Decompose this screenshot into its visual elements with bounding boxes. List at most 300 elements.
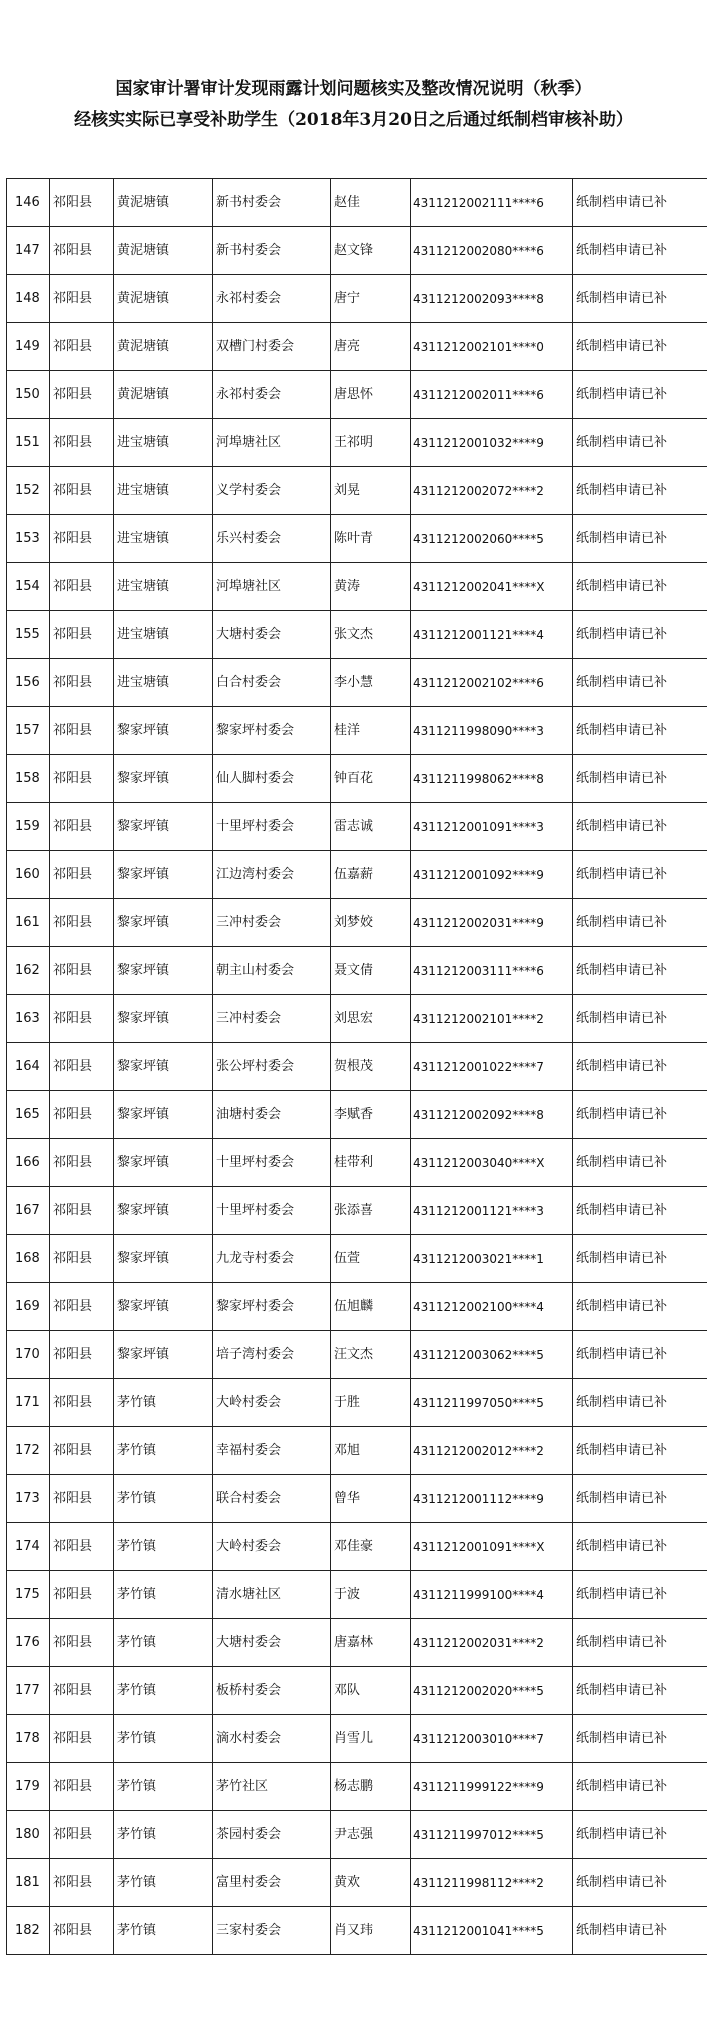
- cell-id-number: 4311212003111****6: [411, 947, 573, 995]
- cell-index: 148: [7, 275, 50, 323]
- cell-village: 张公坪村委会: [213, 1043, 331, 1091]
- cell-village: 黎家坪村委会: [213, 707, 331, 755]
- cell-index: 156: [7, 659, 50, 707]
- cell-village: 义学村委会: [213, 467, 331, 515]
- cell-index: 172: [7, 1427, 50, 1475]
- cell-county: 祁阳县: [50, 323, 114, 371]
- cell-student-name: 赵佳: [331, 179, 411, 227]
- cell-village: 黎家坪村委会: [213, 1283, 331, 1331]
- cell-town: 茅竹镇: [114, 1379, 213, 1427]
- cell-id-number: 4311212003062****5: [411, 1331, 573, 1379]
- cell-village: 大岭村委会: [213, 1379, 331, 1427]
- cell-index: 170: [7, 1331, 50, 1379]
- cell-village: 十里坪村委会: [213, 1139, 331, 1187]
- cell-student-name: 唐思怀: [331, 371, 411, 419]
- cell-county: 祁阳县: [50, 1619, 114, 1667]
- cell-id-number: 4311212001091****X: [411, 1523, 573, 1571]
- cell-town: 黎家坪镇: [114, 707, 213, 755]
- table-row: [7, 803, 707, 851]
- cell-town: 进宝塘镇: [114, 563, 213, 611]
- cell-index: 150: [7, 371, 50, 419]
- cell-status: 纸制档申请已补: [573, 1139, 707, 1187]
- cell-student-name: 王祁明: [331, 419, 411, 467]
- cell-county: 祁阳县: [50, 1091, 114, 1139]
- cell-status: 纸制档申请已补: [573, 1091, 707, 1139]
- table-row: [7, 227, 707, 275]
- document-title: [0, 74, 707, 136]
- cell-town: 茅竹镇: [114, 1859, 213, 1907]
- table-row: [7, 1139, 707, 1187]
- cell-index: 167: [7, 1187, 50, 1235]
- cell-village: 大塘村委会: [213, 1619, 331, 1667]
- cell-town: 黎家坪镇: [114, 803, 213, 851]
- cell-id-number: 4311212002041****X: [411, 563, 573, 611]
- cell-village: 仙人脚村委会: [213, 755, 331, 803]
- cell-student-name: 肖又玮: [331, 1907, 411, 1955]
- cell-id-number: 4311212002101****0: [411, 323, 573, 371]
- cell-village: 朝主山村委会: [213, 947, 331, 995]
- cell-status: 纸制档申请已补: [573, 1379, 707, 1427]
- cell-town: 黎家坪镇: [114, 1235, 213, 1283]
- cell-status: 纸制档申请已补: [573, 467, 707, 515]
- cell-id-number: 4311212001112****9: [411, 1475, 573, 1523]
- cell-town: 黎家坪镇: [114, 995, 213, 1043]
- cell-index: 171: [7, 1379, 50, 1427]
- cell-id-number: 4311212002080****6: [411, 227, 573, 275]
- cell-status: 纸制档申请已补: [573, 659, 707, 707]
- cell-status: 纸制档申请已补: [573, 1475, 707, 1523]
- cell-index: 174: [7, 1523, 50, 1571]
- cell-town: 黎家坪镇: [114, 755, 213, 803]
- table-row: [7, 1379, 707, 1427]
- cell-town: 进宝塘镇: [114, 467, 213, 515]
- cell-status: 纸制档申请已补: [573, 1763, 707, 1811]
- cell-student-name: 汪文杰: [331, 1331, 411, 1379]
- cell-status: 纸制档申请已补: [573, 1571, 707, 1619]
- cell-student-name: 刘晃: [331, 467, 411, 515]
- cell-county: 祁阳县: [50, 1667, 114, 1715]
- cell-student-name: 陈叶青: [331, 515, 411, 563]
- cell-status: 纸制档申请已补: [573, 275, 707, 323]
- cell-status: 纸制档申请已补: [573, 515, 707, 563]
- cell-status: 纸制档申请已补: [573, 851, 707, 899]
- cell-village: 新书村委会: [213, 179, 331, 227]
- cell-student-name: 刘思宏: [331, 995, 411, 1043]
- cell-status: 纸制档申请已补: [573, 227, 707, 275]
- cell-county: 祁阳县: [50, 1811, 114, 1859]
- cell-id-number: 4311211997050****5: [411, 1379, 573, 1427]
- cell-county: 祁阳县: [50, 1331, 114, 1379]
- cell-town: 茅竹镇: [114, 1523, 213, 1571]
- cell-student-name: 贺根茂: [331, 1043, 411, 1091]
- cell-village: 江边湾村委会: [213, 851, 331, 899]
- cell-id-number: 4311212002101****2: [411, 995, 573, 1043]
- cell-id-number: 4311211998112****2: [411, 1859, 573, 1907]
- cell-index: 153: [7, 515, 50, 563]
- table-row: [7, 755, 707, 803]
- cell-student-name: 伍萱: [331, 1235, 411, 1283]
- cell-county: 祁阳县: [50, 755, 114, 803]
- cell-id-number: 4311212001032****9: [411, 419, 573, 467]
- cell-village: 三冲村委会: [213, 899, 331, 947]
- cell-id-number: 4311212002102****6: [411, 659, 573, 707]
- cell-county: 祁阳县: [50, 275, 114, 323]
- cell-student-name: 钟百花: [331, 755, 411, 803]
- cell-id-number: 4311212001092****9: [411, 851, 573, 899]
- cell-town: 黎家坪镇: [114, 1043, 213, 1091]
- cell-student-name: 桂洋: [331, 707, 411, 755]
- cell-town: 进宝塘镇: [114, 419, 213, 467]
- cell-student-name: 赵文锋: [331, 227, 411, 275]
- cell-village: 双槽门村委会: [213, 323, 331, 371]
- cell-village: 白合村委会: [213, 659, 331, 707]
- table-row: [7, 1331, 707, 1379]
- table-row: [7, 1523, 707, 1571]
- cell-index: 179: [7, 1763, 50, 1811]
- cell-status: 纸制档申请已补: [573, 1331, 707, 1379]
- cell-id-number: 4311212001041****5: [411, 1907, 573, 1955]
- cell-town: 茅竹镇: [114, 1475, 213, 1523]
- cell-status: 纸制档申请已补: [573, 755, 707, 803]
- cell-village: 永祁村委会: [213, 371, 331, 419]
- cell-id-number: 4311212001022****7: [411, 1043, 573, 1091]
- cell-id-number: 4311212002111****6: [411, 179, 573, 227]
- cell-village: 培子湾村委会: [213, 1331, 331, 1379]
- cell-town: 茅竹镇: [114, 1907, 213, 1955]
- cell-id-number: 4311212002011****6: [411, 371, 573, 419]
- cell-town: 茅竹镇: [114, 1763, 213, 1811]
- table-row: [7, 947, 707, 995]
- cell-village: 新书村委会: [213, 227, 331, 275]
- cell-id-number: 4311212002031****9: [411, 899, 573, 947]
- cell-id-number: 4311211998062****8: [411, 755, 573, 803]
- cell-student-name: 伍旭麟: [331, 1283, 411, 1331]
- cell-status: 纸制档申请已补: [573, 803, 707, 851]
- cell-status: 纸制档申请已补: [573, 1859, 707, 1907]
- cell-county: 祁阳县: [50, 1907, 114, 1955]
- cell-town: 黄泥塘镇: [114, 323, 213, 371]
- table-row: [7, 323, 707, 371]
- cell-student-name: 桂带利: [331, 1139, 411, 1187]
- cell-student-name: 张文杰: [331, 611, 411, 659]
- cell-village: 河埠塘社区: [213, 419, 331, 467]
- cell-status: 纸制档申请已补: [573, 179, 707, 227]
- cell-id-number: 4311212003040****X: [411, 1139, 573, 1187]
- cell-village: 大塘村委会: [213, 611, 331, 659]
- cell-county: 祁阳县: [50, 1859, 114, 1907]
- cell-student-name: 黄欢: [331, 1859, 411, 1907]
- cell-index: 159: [7, 803, 50, 851]
- cell-village: 乐兴村委会: [213, 515, 331, 563]
- table-row: [7, 707, 707, 755]
- cell-status: 纸制档申请已补: [573, 899, 707, 947]
- cell-town: 进宝塘镇: [114, 659, 213, 707]
- table-row: [7, 1427, 707, 1475]
- table-row: [7, 1043, 707, 1091]
- cell-index: 160: [7, 851, 50, 899]
- cell-status: 纸制档申请已补: [573, 1283, 707, 1331]
- cell-village: 富里村委会: [213, 1859, 331, 1907]
- cell-id-number: 4311212001121****3: [411, 1187, 573, 1235]
- cell-county: 祁阳县: [50, 1571, 114, 1619]
- cell-student-name: 邓佳豪: [331, 1523, 411, 1571]
- cell-village: 十里坪村委会: [213, 803, 331, 851]
- cell-village: 三冲村委会: [213, 995, 331, 1043]
- cell-county: 祁阳县: [50, 1475, 114, 1523]
- cell-county: 祁阳县: [50, 1427, 114, 1475]
- cell-student-name: 尹志强: [331, 1811, 411, 1859]
- cell-town: 进宝塘镇: [114, 515, 213, 563]
- cell-student-name: 曾华: [331, 1475, 411, 1523]
- cell-index: 176: [7, 1619, 50, 1667]
- cell-county: 祁阳县: [50, 1187, 114, 1235]
- cell-village: 茶园村委会: [213, 1811, 331, 1859]
- cell-index: 146: [7, 179, 50, 227]
- table-row: [7, 419, 707, 467]
- cell-student-name: 雷志诚: [331, 803, 411, 851]
- cell-town: 茅竹镇: [114, 1571, 213, 1619]
- cell-village: 三家村委会: [213, 1907, 331, 1955]
- cell-index: 166: [7, 1139, 50, 1187]
- cell-town: 黎家坪镇: [114, 1331, 213, 1379]
- cell-village: 九龙寺村委会: [213, 1235, 331, 1283]
- cell-status: 纸制档申请已补: [573, 323, 707, 371]
- cell-county: 祁阳县: [50, 707, 114, 755]
- table-row: [7, 467, 707, 515]
- cell-county: 祁阳县: [50, 1523, 114, 1571]
- cell-id-number: 4311212001121****4: [411, 611, 573, 659]
- cell-status: 纸制档申请已补: [573, 707, 707, 755]
- cell-county: 祁阳县: [50, 563, 114, 611]
- cell-index: 168: [7, 1235, 50, 1283]
- cell-student-name: 唐嘉林: [331, 1619, 411, 1667]
- table-row: [7, 1667, 707, 1715]
- cell-status: 纸制档申请已补: [573, 995, 707, 1043]
- table-row: [7, 275, 707, 323]
- cell-county: 祁阳县: [50, 1235, 114, 1283]
- cell-index: 163: [7, 995, 50, 1043]
- table-row: [7, 1091, 707, 1139]
- cell-town: 黎家坪镇: [114, 1091, 213, 1139]
- cell-index: 157: [7, 707, 50, 755]
- cell-id-number: 4311211997012****5: [411, 1811, 573, 1859]
- table-row: [7, 1283, 707, 1331]
- cell-village: 联合村委会: [213, 1475, 331, 1523]
- cell-town: 茅竹镇: [114, 1619, 213, 1667]
- cell-index: 161: [7, 899, 50, 947]
- cell-county: 祁阳县: [50, 467, 114, 515]
- cell-student-name: 伍嘉薪: [331, 851, 411, 899]
- table-row: [7, 659, 707, 707]
- cell-index: 169: [7, 1283, 50, 1331]
- cell-village: 板桥村委会: [213, 1667, 331, 1715]
- cell-status: 纸制档申请已补: [573, 1235, 707, 1283]
- cell-index: 173: [7, 1475, 50, 1523]
- cell-status: 纸制档申请已补: [573, 419, 707, 467]
- cell-town: 黄泥塘镇: [114, 227, 213, 275]
- cell-village: 清水塘社区: [213, 1571, 331, 1619]
- cell-village: 大岭村委会: [213, 1523, 331, 1571]
- cell-index: 151: [7, 419, 50, 467]
- cell-status: 纸制档申请已补: [573, 1907, 707, 1955]
- cell-index: 155: [7, 611, 50, 659]
- cell-status: 纸制档申请已补: [573, 1811, 707, 1859]
- cell-index: 181: [7, 1859, 50, 1907]
- cell-county: 祁阳县: [50, 371, 114, 419]
- cell-county: 祁阳县: [50, 947, 114, 995]
- table-row: [7, 899, 707, 947]
- cell-village: 河埠塘社区: [213, 563, 331, 611]
- table-row: [7, 1763, 707, 1811]
- cell-status: 纸制档申请已补: [573, 563, 707, 611]
- cell-status: 纸制档申请已补: [573, 1619, 707, 1667]
- cell-county: 祁阳县: [50, 851, 114, 899]
- cell-id-number: 4311212002060****5: [411, 515, 573, 563]
- cell-town: 黎家坪镇: [114, 1139, 213, 1187]
- cell-town: 黄泥塘镇: [114, 275, 213, 323]
- cell-village: 滴水村委会: [213, 1715, 331, 1763]
- table-row: [7, 1907, 707, 1955]
- cell-student-name: 杨志鹏: [331, 1763, 411, 1811]
- cell-county: 祁阳县: [50, 419, 114, 467]
- cell-county: 祁阳县: [50, 1763, 114, 1811]
- table-row: [7, 179, 707, 227]
- table-row: [7, 1619, 707, 1667]
- cell-town: 黄泥塘镇: [114, 371, 213, 419]
- cell-county: 祁阳县: [50, 659, 114, 707]
- cell-id-number: 4311212002100****4: [411, 1283, 573, 1331]
- table-row: [7, 371, 707, 419]
- cell-town: 茅竹镇: [114, 1427, 213, 1475]
- cell-student-name: 刘梦姣: [331, 899, 411, 947]
- cell-id-number: 4311211998090****3: [411, 707, 573, 755]
- cell-status: 纸制档申请已补: [573, 611, 707, 659]
- table-row: [7, 1715, 707, 1763]
- cell-id-number: 4311212002031****2: [411, 1619, 573, 1667]
- cell-town: 黎家坪镇: [114, 1187, 213, 1235]
- cell-student-name: 邓旭: [331, 1427, 411, 1475]
- cell-county: 祁阳县: [50, 1283, 114, 1331]
- table-row: [7, 515, 707, 563]
- cell-town: 茅竹镇: [114, 1715, 213, 1763]
- table-row: [7, 611, 707, 659]
- cell-county: 祁阳县: [50, 803, 114, 851]
- cell-index: 164: [7, 1043, 50, 1091]
- table-row: [7, 563, 707, 611]
- cell-status: 纸制档申请已补: [573, 947, 707, 995]
- table-row: [7, 1187, 707, 1235]
- cell-index: 152: [7, 467, 50, 515]
- cell-village: 永祁村委会: [213, 275, 331, 323]
- cell-index: 175: [7, 1571, 50, 1619]
- cell-index: 165: [7, 1091, 50, 1139]
- cell-town: 茅竹镇: [114, 1667, 213, 1715]
- cell-status: 纸制档申请已补: [573, 1715, 707, 1763]
- cell-town: 进宝塘镇: [114, 611, 213, 659]
- cell-id-number: 4311212002020****5: [411, 1667, 573, 1715]
- cell-student-name: 于波: [331, 1571, 411, 1619]
- table-row: [7, 995, 707, 1043]
- cell-county: 祁阳县: [50, 1379, 114, 1427]
- cell-id-number: 4311212002012****2: [411, 1427, 573, 1475]
- cell-status: 纸制档申请已补: [573, 1667, 707, 1715]
- cell-status: 纸制档申请已补: [573, 1523, 707, 1571]
- cell-id-number: 4311212002072****2: [411, 467, 573, 515]
- cell-county: 祁阳县: [50, 995, 114, 1043]
- table-row: [7, 1475, 707, 1523]
- cell-county: 祁阳县: [50, 515, 114, 563]
- cell-town: 黎家坪镇: [114, 851, 213, 899]
- cell-student-name: 黄涛: [331, 563, 411, 611]
- cell-id-number: 4311211999122****9: [411, 1763, 573, 1811]
- cell-county: 祁阳县: [50, 1715, 114, 1763]
- cell-student-name: 聂文倩: [331, 947, 411, 995]
- cell-id-number: 4311212002092****8: [411, 1091, 573, 1139]
- cell-index: 177: [7, 1667, 50, 1715]
- table-row: [7, 851, 707, 899]
- cell-village: 十里坪村委会: [213, 1187, 331, 1235]
- cell-town: 黎家坪镇: [114, 1283, 213, 1331]
- cell-index: 147: [7, 227, 50, 275]
- cell-student-name: 邓队: [331, 1667, 411, 1715]
- cell-county: 祁阳县: [50, 899, 114, 947]
- table-row: [7, 1571, 707, 1619]
- cell-village: 茅竹社区: [213, 1763, 331, 1811]
- cell-town: 黎家坪镇: [114, 947, 213, 995]
- cell-index: 154: [7, 563, 50, 611]
- cell-student-name: 张添喜: [331, 1187, 411, 1235]
- cell-id-number: 4311212002093****8: [411, 275, 573, 323]
- table-row: [7, 1235, 707, 1283]
- cell-county: 祁阳县: [50, 1139, 114, 1187]
- cell-student-name: 肖雪儿: [331, 1715, 411, 1763]
- cell-student-name: 唐亮: [331, 323, 411, 371]
- cell-student-name: 于胜: [331, 1379, 411, 1427]
- cell-index: 178: [7, 1715, 50, 1763]
- cell-id-number: 4311212003010****7: [411, 1715, 573, 1763]
- title-line-1: 国家审计署审计发现雨露计划问题核实及整改情况说明（秋季）: [115, 79, 592, 99]
- cell-student-name: 李赋香: [331, 1091, 411, 1139]
- table-row: [7, 1811, 707, 1859]
- table-body: [7, 179, 707, 1955]
- cell-town: 黄泥塘镇: [114, 179, 213, 227]
- cell-county: 祁阳县: [50, 179, 114, 227]
- subsidy-student-table: [6, 178, 707, 1955]
- cell-town: 黎家坪镇: [114, 899, 213, 947]
- cell-town: 茅竹镇: [114, 1811, 213, 1859]
- cell-index: 149: [7, 323, 50, 371]
- cell-county: 祁阳县: [50, 1043, 114, 1091]
- cell-village: 幸福村委会: [213, 1427, 331, 1475]
- cell-status: 纸制档申请已补: [573, 1043, 707, 1091]
- cell-index: 158: [7, 755, 50, 803]
- cell-status: 纸制档申请已补: [573, 1427, 707, 1475]
- cell-student-name: 唐宁: [331, 275, 411, 323]
- cell-student-name: 李小慧: [331, 659, 411, 707]
- cell-index: 182: [7, 1907, 50, 1955]
- cell-county: 祁阳县: [50, 611, 114, 659]
- cell-county: 祁阳县: [50, 227, 114, 275]
- title-line-2: 经核实实际已享受补助学生（2018年3月20日之后通过纸制档审核补助）: [74, 110, 633, 130]
- cell-index: 162: [7, 947, 50, 995]
- cell-status: 纸制档申请已补: [573, 371, 707, 419]
- cell-id-number: 4311212003021****1: [411, 1235, 573, 1283]
- cell-id-number: 4311212001091****3: [411, 803, 573, 851]
- cell-status: 纸制档申请已补: [573, 1187, 707, 1235]
- cell-index: 180: [7, 1811, 50, 1859]
- cell-id-number: 4311211999100****4: [411, 1571, 573, 1619]
- cell-village: 油塘村委会: [213, 1091, 331, 1139]
